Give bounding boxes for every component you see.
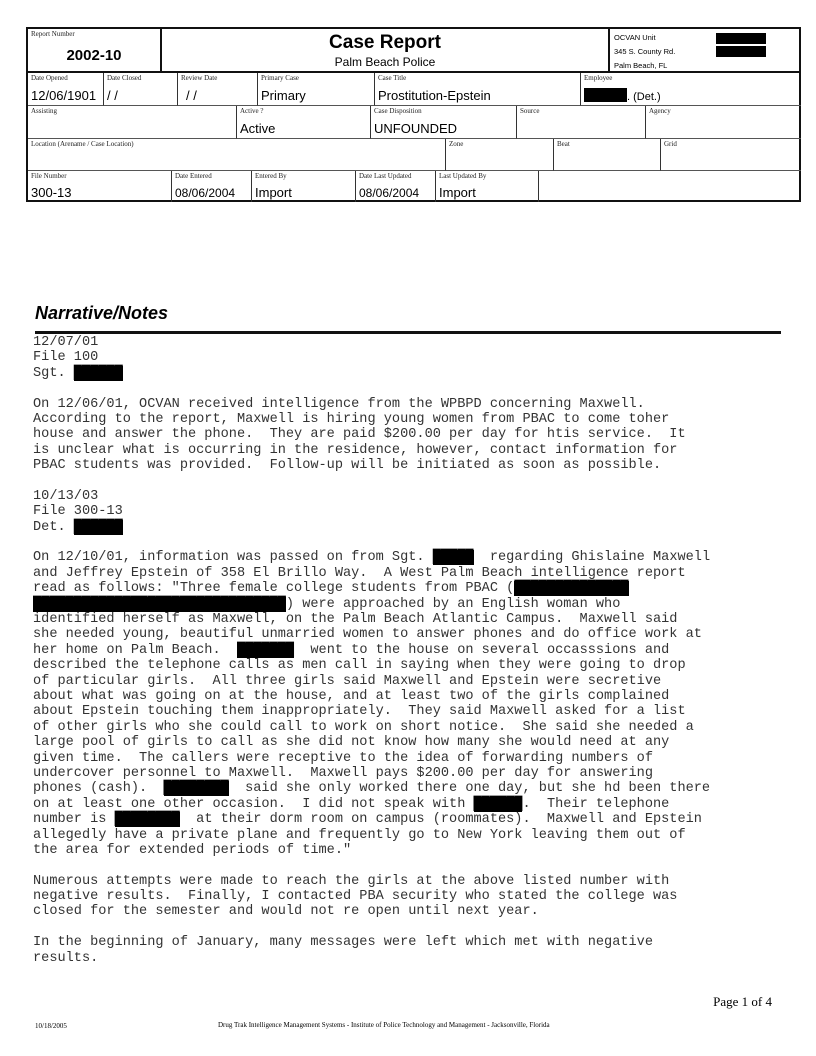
text-segment: . Their telephone bbox=[522, 796, 670, 812]
field-label: Date Opened bbox=[31, 74, 68, 82]
grid-field bbox=[661, 139, 801, 171]
text-segment: 12/07/01 bbox=[33, 335, 99, 350]
field-value: UNFOUNDED bbox=[374, 121, 458, 136]
field-label: Last Updated By bbox=[439, 172, 487, 180]
text-segment: and Jeffrey Epstein of 358 El Brillo Way. A West Palm Beach intelligence report bbox=[33, 565, 686, 581]
field-value: . (Det.) bbox=[627, 91, 661, 103]
redaction bbox=[716, 33, 766, 44]
field-label: Primary Case bbox=[261, 74, 299, 82]
text-segment: went to the house on several occasssions and bbox=[294, 642, 670, 658]
narrative-line bbox=[33, 797, 710, 812]
narrative-line bbox=[33, 335, 710, 350]
last-updated-by-field bbox=[436, 171, 539, 202]
narrative-line bbox=[33, 781, 710, 796]
narrative-line bbox=[33, 812, 710, 827]
date-entered-field bbox=[172, 171, 252, 202]
narrative-line bbox=[33, 689, 710, 704]
field-label: Date Closed bbox=[107, 74, 142, 82]
narrative-line bbox=[33, 658, 710, 673]
redaction: █████ bbox=[432, 550, 474, 566]
field-label: Date Last Updated bbox=[359, 172, 412, 180]
field-value: 08/06/2004 bbox=[359, 186, 420, 200]
text-segment: the area for extended periods of time." bbox=[33, 842, 352, 858]
location-field bbox=[28, 139, 446, 171]
field-label: Agency bbox=[649, 107, 671, 115]
narrative-line bbox=[33, 828, 710, 843]
report-title: Case Report bbox=[329, 32, 441, 53]
text-segment: number is bbox=[33, 812, 115, 828]
field-label: Active ? bbox=[240, 107, 264, 115]
text-segment: PBAC students was provided. Follow-up will be initiated as soon as possible. bbox=[33, 458, 662, 474]
redaction: ███████ bbox=[236, 642, 295, 658]
field-value: Primary bbox=[261, 88, 306, 103]
text-segment: results. bbox=[33, 950, 99, 966]
text-segment: 10/13/03 bbox=[33, 488, 99, 504]
narrative-line bbox=[33, 935, 710, 950]
text-segment: she needed young, beautiful unmarried women to answer phones and do office work at bbox=[33, 627, 702, 643]
case-disposition-field bbox=[371, 106, 517, 139]
system-footer: Drug Trak Intelligence Management Systems - Institute of Police Technology and Management - Jacksonville, Florida bbox=[218, 1021, 550, 1029]
narrative-line bbox=[33, 427, 710, 442]
narrative-line bbox=[33, 566, 710, 581]
field-label: Beat bbox=[557, 140, 570, 148]
narrative-line bbox=[33, 735, 710, 750]
narrative-line bbox=[33, 458, 710, 473]
narrative-line bbox=[33, 397, 710, 412]
zone-field bbox=[446, 139, 554, 171]
field-value: 300-13 bbox=[31, 185, 72, 200]
primary-case-field bbox=[258, 73, 375, 106]
employee-field bbox=[581, 73, 801, 106]
field-label: Source bbox=[520, 107, 540, 115]
text-segment: of particular girls. All three girls said Maxwell and Epstein were secretive bbox=[33, 673, 662, 689]
narrative-line bbox=[33, 550, 710, 565]
narrative-line bbox=[33, 951, 710, 966]
assisting-field bbox=[28, 106, 237, 139]
agency-field bbox=[646, 106, 801, 139]
report-number: 2002-10 bbox=[66, 47, 122, 64]
heading-divider bbox=[35, 331, 781, 334]
case-title-field bbox=[375, 73, 581, 106]
field-label: Case Title bbox=[378, 74, 407, 82]
text-segment: Sgt. bbox=[33, 365, 74, 381]
narrative-line bbox=[33, 535, 710, 550]
unit-cell bbox=[610, 29, 801, 73]
field-label: Review Date bbox=[181, 74, 218, 82]
text-segment: said she only worked there one day, but she hd been there bbox=[228, 781, 711, 797]
redaction: ████████ bbox=[114, 812, 180, 828]
active-field bbox=[237, 106, 371, 139]
field-label: Assisting bbox=[31, 107, 58, 115]
redaction: ███████████████████████████████ bbox=[33, 596, 286, 612]
field-value: Import bbox=[255, 185, 292, 200]
text-segment: on at least one other occasion. I did not speak with bbox=[33, 796, 474, 812]
field-value: / / bbox=[186, 88, 197, 103]
redaction: ██████ bbox=[473, 796, 523, 812]
field-value: Active bbox=[240, 121, 276, 136]
field-value: 08/06/2004 bbox=[175, 186, 236, 200]
redaction: ██████ bbox=[73, 365, 123, 381]
redaction bbox=[584, 88, 627, 102]
text-segment: undercover personnel to Maxwell. Maxwell pays $200.00 per day for answering bbox=[33, 765, 653, 781]
text-segment: house and answer the phone. They are paid $200.00 per day for htis service. It bbox=[33, 427, 686, 443]
field-label: Grid bbox=[664, 140, 677, 148]
text-segment: Numerous attempts were made to reach the girls at the above listed number with bbox=[33, 873, 670, 889]
text-segment: is unclear what is occurring in the residence, however, contact information for bbox=[33, 442, 678, 458]
text-segment: identified herself as Maxwell, on the Palm Beach Atlantic Campus. Maxwell said bbox=[33, 612, 678, 628]
field-value: Import bbox=[439, 185, 476, 200]
text-segment: of other girls who she could call to work on short notice. She said she needed a bbox=[33, 719, 694, 735]
text-segment: at their dorm room on campus (roommates). Maxwell and Epstein bbox=[179, 812, 702, 828]
narrative-heading: Narrative/Notes bbox=[35, 303, 169, 323]
narrative-line bbox=[33, 504, 710, 519]
narrative-line bbox=[33, 489, 710, 504]
text-segment: ) were approached by an English woman who bbox=[285, 596, 621, 612]
text-segment: File 300-13 bbox=[33, 504, 123, 520]
narrative-line bbox=[33, 627, 710, 642]
text-segment: regarding Ghislaine Maxwell bbox=[473, 550, 711, 566]
narrative-line bbox=[33, 443, 710, 458]
field-value: / / bbox=[107, 88, 118, 103]
text-segment: Det. bbox=[33, 519, 74, 535]
redaction: ████████ bbox=[163, 781, 229, 797]
print-date: 10/18/2005 bbox=[35, 1022, 67, 1030]
text-segment: described the telephone calls as men call in saying when they were going to drop bbox=[33, 658, 686, 674]
narrative-line bbox=[33, 612, 710, 627]
narrative-line bbox=[33, 643, 710, 658]
narrative-line bbox=[33, 843, 710, 858]
text-segment: phones (cash). bbox=[33, 781, 164, 797]
file-number-field bbox=[28, 171, 172, 202]
narrative-line bbox=[33, 889, 710, 904]
agency-name: Palm Beach Police bbox=[334, 55, 436, 69]
field-label: Case Disposition bbox=[374, 107, 422, 115]
field-value: 12/06/1901 bbox=[31, 88, 97, 103]
narrative-line bbox=[33, 381, 710, 396]
text-segment: about what was going on at the house, and at least two of the girls complained bbox=[33, 688, 670, 704]
unit-line: Palm Beach, FL bbox=[614, 61, 668, 70]
narrative-line bbox=[33, 597, 710, 612]
narrative-line bbox=[33, 674, 710, 689]
text-segment: about Epstein touching them inappropriately. They said Maxwell asked for a list bbox=[33, 704, 686, 720]
narrative-line bbox=[33, 904, 710, 919]
title-cell bbox=[162, 29, 610, 73]
narrative-line bbox=[33, 412, 710, 427]
report-number-cell bbox=[28, 29, 162, 73]
narrative-line bbox=[33, 350, 710, 365]
beat-field bbox=[554, 139, 661, 171]
narrative-line bbox=[33, 366, 710, 381]
text-segment: File 100 bbox=[33, 350, 99, 366]
text-segment: closed for the semester and would not re open until next year. bbox=[33, 904, 539, 920]
page-number: Page 1 of 4 bbox=[713, 994, 772, 1009]
narrative-text bbox=[33, 335, 710, 966]
text-segment: negative results. Finally, I contacted PBA security who stated the college was bbox=[33, 889, 678, 905]
text-segment: On 12/06/01, OCVAN received intelligence from the WPBPD concerning Maxwell. bbox=[33, 396, 645, 412]
field-label: Date Entered bbox=[175, 172, 212, 180]
narrative-line bbox=[33, 920, 710, 935]
redaction: ██████ bbox=[73, 519, 123, 535]
field-label: Location (Arename / Case Location) bbox=[31, 140, 134, 148]
field-label: Zone bbox=[449, 140, 464, 148]
narrative-line bbox=[33, 766, 710, 781]
report-number-label: Report Number bbox=[31, 30, 75, 38]
field-value: Prostitution-Epstein bbox=[378, 88, 491, 103]
narrative-line bbox=[33, 474, 710, 489]
narrative-line bbox=[33, 704, 710, 719]
field-label: Entered By bbox=[255, 172, 287, 180]
text-segment: given time. The callers were receptive to the idea of forwarding numbers of bbox=[33, 750, 653, 766]
entered-by-field bbox=[252, 171, 356, 202]
narrative-line bbox=[33, 520, 710, 535]
text-segment: large pool of girls to call as she did not know how many she would need at any bbox=[33, 735, 670, 751]
unit-line: OCVAN Unit bbox=[614, 33, 656, 42]
text-segment: her home on Palm Beach. bbox=[33, 642, 237, 658]
review-date-field bbox=[178, 73, 258, 106]
narrative-line bbox=[33, 720, 710, 735]
narrative-line bbox=[33, 858, 710, 873]
narrative-line bbox=[33, 581, 710, 596]
field-label: File Number bbox=[31, 172, 67, 180]
text-segment: According to the report, Maxwell is hiring young women from PBAC to come toher bbox=[33, 411, 670, 427]
narrative-line bbox=[33, 751, 710, 766]
unit-line: 345 S. County Rd. bbox=[614, 47, 676, 56]
text-segment: On 12/10/01, information was passed on from Sgt. bbox=[33, 550, 433, 566]
date-closed-field bbox=[104, 73, 178, 106]
date-last-updated-field bbox=[356, 171, 436, 202]
narrative-line bbox=[33, 874, 710, 889]
text-segment: allegedly have a private plane and frequently go to New York leaving them out of bbox=[33, 827, 686, 843]
case-header-form bbox=[26, 27, 801, 202]
redaction bbox=[716, 46, 766, 57]
field-label: Employee bbox=[584, 74, 613, 82]
text-segment: read as follows: "Three female college students from PBAC ( bbox=[33, 581, 515, 597]
text-segment: In the beginning of January, many messages were left which met with negative bbox=[33, 935, 653, 951]
date-opened-field bbox=[28, 73, 104, 106]
redaction: ██████████████ bbox=[514, 581, 629, 597]
source-field bbox=[517, 106, 646, 139]
